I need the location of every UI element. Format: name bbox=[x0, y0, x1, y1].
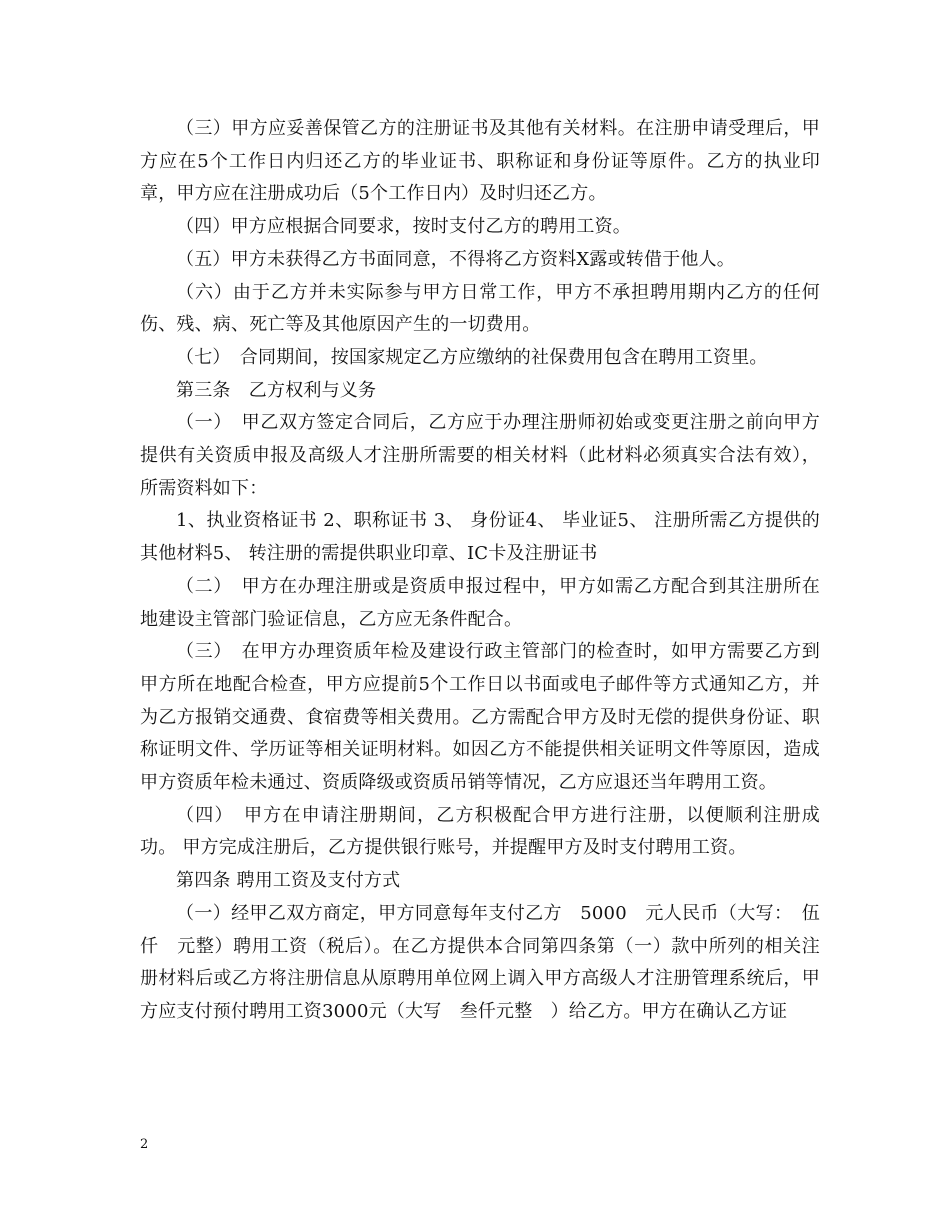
document-body bbox=[140, 113, 820, 1029]
paragraph-clause-3-4: （四） 甲方在申请注册期间，乙方积极配合甲方进行注册，以便顺利注册成功。 甲方完成注册后，乙方提供银行账号，并提醒甲方及时支付聘用工资。 bbox=[140, 804, 820, 859]
paragraph-clause-2-3: （三）甲方应妥善保管乙方的注册证书及其他有关材料。在注册申请受理后，甲方应在5个工作日内归还乙方的毕业证书、职称证和身份证等原件。乙方的执业印章，甲方应在注册成功后（5个工作日内）及时归还乙方。 bbox=[140, 118, 820, 205]
paragraph-clause-2-4: （四）甲方应根据合同要求，按时支付乙方的聘用工资。 bbox=[176, 216, 631, 238]
article-3-heading: 第三条 乙方权利与义务 bbox=[176, 379, 377, 401]
paragraph-clause-3-2: （二） 甲方在办理注册或是资质申报过程中，甲方如需乙方配合到其注册所在地建设主管部门验证信息，乙方应无条件配合。 bbox=[140, 575, 820, 630]
paragraph-clause-3-1: （一） 甲乙双方签定合同后，乙方应于办理注册师初始或变更注册之前向甲方提供有关资质申报及高级人才注册所需要的相关材料（此材料必须真实合法有效），所需资料如下： bbox=[140, 412, 820, 499]
paragraph-clause-3-3: （三） 在甲方办理资质年检及建设行政主管部门的检查时，如甲方需要乙方到甲方所在地配合检查，甲方应提前5个工作日以书面或电子邮件等方式通知乙方，并为乙方报销交通费、食宿费等相关费用。乙方需配合甲方及时无偿的提供身份证、职称证明文件、学历证等相关证明材料。如因乙方不能提供相关证明文件等原因，造成甲方资质年检未通过、资质降级或资质吊销等情况，乙方应退还当年聘用工资。 bbox=[140, 641, 820, 794]
paragraph-required-documents: 1、执业资格证书 2、职称证书 3、 身份证4、 毕业证5、 注册所需乙方提供的其他材料5、 转注册的需提供职业印章、IC卡及注册证书 bbox=[140, 510, 820, 565]
article-4-heading: 第四条 聘用工资及支付方式 bbox=[176, 870, 401, 892]
paragraph-clause-4-1: （一）经甲乙双方商定，甲方同意每年支付乙方 5000 元人民币（大写： 伍仟 元整）聘用工资（税后）。在乙方提供本合同第四条第（一）款中所列的相关注册材料后或乙方将注册信息从原聘用单位网上调入甲方高级人才注册管理系统后，甲方应支付预付聘用工资3000元（大写 叁仟元整 ）给乙方。甲方在确认乙方证 bbox=[140, 902, 820, 1022]
page-number: 2 bbox=[140, 1137, 149, 1152]
paragraph-clause-2-6: （六）由于乙方并未实际参与甲方日常工作，甲方不承担聘用期内乙方的任何伤、残、病、死亡等及其他原因产生的一切费用。 bbox=[140, 281, 820, 336]
paragraph-clause-2-7: （七） 合同期间，按国家规定乙方应缴纳的社保费用包含在聘用工资里。 bbox=[176, 346, 768, 368]
paragraph-clause-2-5: （五）甲方未获得乙方书面同意，不得将乙方资料X露或转借于他人。 bbox=[176, 248, 736, 270]
